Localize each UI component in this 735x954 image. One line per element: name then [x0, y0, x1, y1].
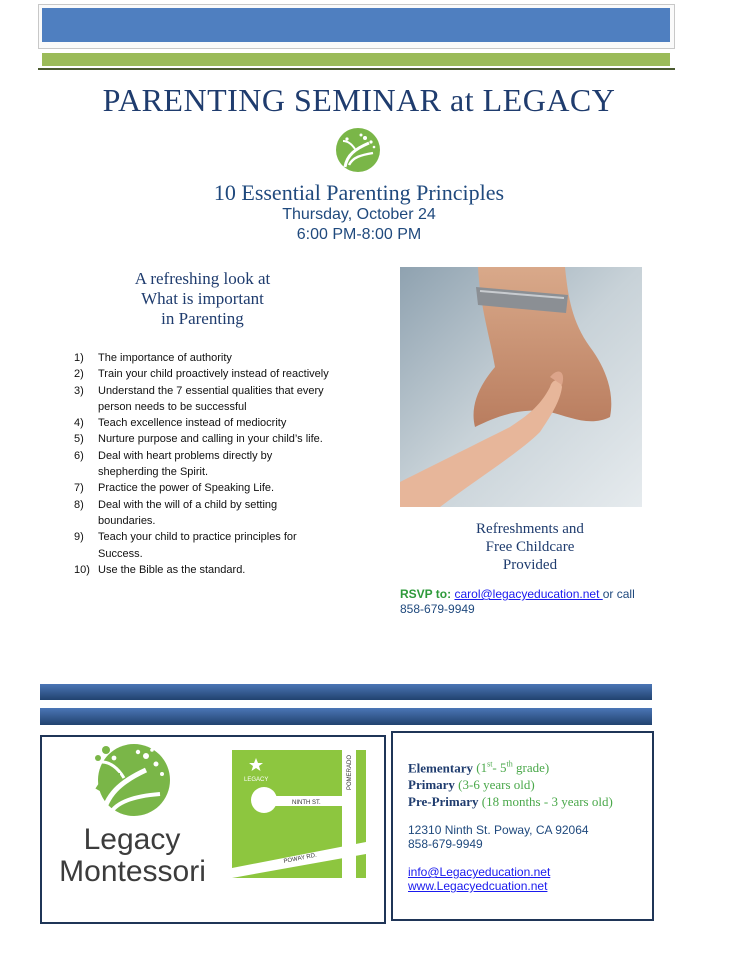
address-line: 12310 Ninth St. Poway, CA 92064 [408, 823, 589, 837]
principles-list [74, 350, 334, 578]
contact-links [408, 865, 648, 893]
header-green-bar [42, 53, 670, 66]
item-number: 2) [74, 368, 84, 381]
map-label-ninth: NINTH ST. [292, 800, 321, 806]
item-number: 5) [74, 433, 84, 446]
item-text: Nurture purpose and calling in your child’s life. [98, 433, 323, 446]
event-date: Thursday, October 24 [282, 206, 436, 223]
item-number: 3) [74, 384, 84, 397]
page-title: PARENTING SEMINAR at LEGACY [102, 82, 616, 118]
item-number: 9) [74, 531, 84, 544]
contact-phone: 858-679-9949 [408, 837, 483, 851]
program-detail: (18 months - 3 years old) [481, 794, 613, 810]
rsvp-email-link[interactable]: carol@legacyeducation.net [454, 587, 603, 601]
item-text: Deal with heart problems directly by shepherding the Spirit. [98, 449, 273, 479]
list-item [74, 350, 334, 366]
item-text: Practice the power of Speaking Life. [98, 482, 275, 495]
contact-email-link[interactable]: info@Legacyeducation.net [408, 865, 551, 879]
item-text: Teach excellence instead of mediocrity [98, 417, 287, 430]
website-link[interactable]: www.Legacyedcuation.net [408, 879, 548, 893]
parent-child-hands-photo [400, 267, 642, 507]
program-name: Elementary [408, 760, 473, 776]
rsvp-label: RSVP to: [400, 587, 452, 601]
item-text: Use the Bible as the standard. [98, 563, 246, 576]
header-divider [38, 68, 675, 70]
list-item [74, 366, 334, 382]
item-text: Deal with the will of a child by setting boundaries. [98, 498, 278, 527]
list-item [74, 480, 334, 496]
program-detail: (3-6 years old) [458, 777, 535, 793]
program-item [408, 793, 658, 810]
list-item [74, 448, 334, 481]
list-item [74, 497, 334, 530]
item-number: 8) [74, 498, 84, 511]
footer-blue-bar [40, 684, 652, 700]
refreshments-line: Refreshments and [476, 521, 584, 537]
program-name: Pre-Primary [408, 794, 479, 810]
brand-name-line: Montessori [59, 855, 206, 888]
list-item [74, 415, 334, 431]
intro-line: in Parenting [161, 309, 244, 328]
item-number: 1) [74, 352, 84, 364]
item-number: 7) [74, 482, 84, 495]
list-item [74, 431, 334, 447]
map-label-pomerado: POMERADO [347, 754, 353, 790]
program-item [408, 776, 658, 793]
header-blue-bar [42, 8, 670, 42]
item-number: 6) [74, 449, 84, 462]
item-text: Teach your child to practice principles for Success. [98, 531, 297, 560]
school-address [408, 823, 648, 851]
seminar-subtitle: 10 Essential Parenting Principles [213, 180, 505, 205]
programs-list [408, 756, 658, 810]
map-label-legacy: LEGACY [244, 777, 269, 783]
refreshments-line: Provided [502, 557, 558, 573]
event-time: 6:00 PM-8:00 PM [296, 226, 422, 243]
brand-name-line: Legacy [83, 823, 181, 856]
map-label-poway: POWAY RD. [283, 852, 318, 865]
item-text: The importance of authority [98, 352, 232, 364]
intro-line: A refreshing look at [134, 269, 271, 288]
rsvp-tail: or call [602, 587, 635, 601]
legacy-tree-logo-icon [335, 127, 381, 173]
program-name: Primary [408, 777, 455, 793]
legacy-tree-logo-icon [90, 740, 172, 820]
list-item [74, 562, 334, 578]
intro-line: What is important [141, 289, 264, 308]
program-item [408, 756, 658, 776]
location-map [232, 750, 366, 878]
item-text: Understand the 7 essential qualities that every person needs to be successful [98, 384, 324, 413]
footer-blue-bar [40, 708, 652, 725]
rsvp-info [400, 587, 670, 617]
refreshments-line: Free Childcare [485, 539, 575, 555]
item-text: Train your child proactively instead of reactively [98, 368, 329, 381]
list-item [74, 383, 334, 416]
item-number: 4) [74, 417, 84, 430]
list-item [74, 529, 334, 562]
refreshments-note [430, 520, 630, 574]
rsvp-phone: 858-679-9949 [400, 602, 475, 616]
item-number: 10) [74, 563, 90, 576]
program-detail: (1st- 5th grade) [476, 760, 550, 776]
intro-heading [90, 269, 315, 329]
